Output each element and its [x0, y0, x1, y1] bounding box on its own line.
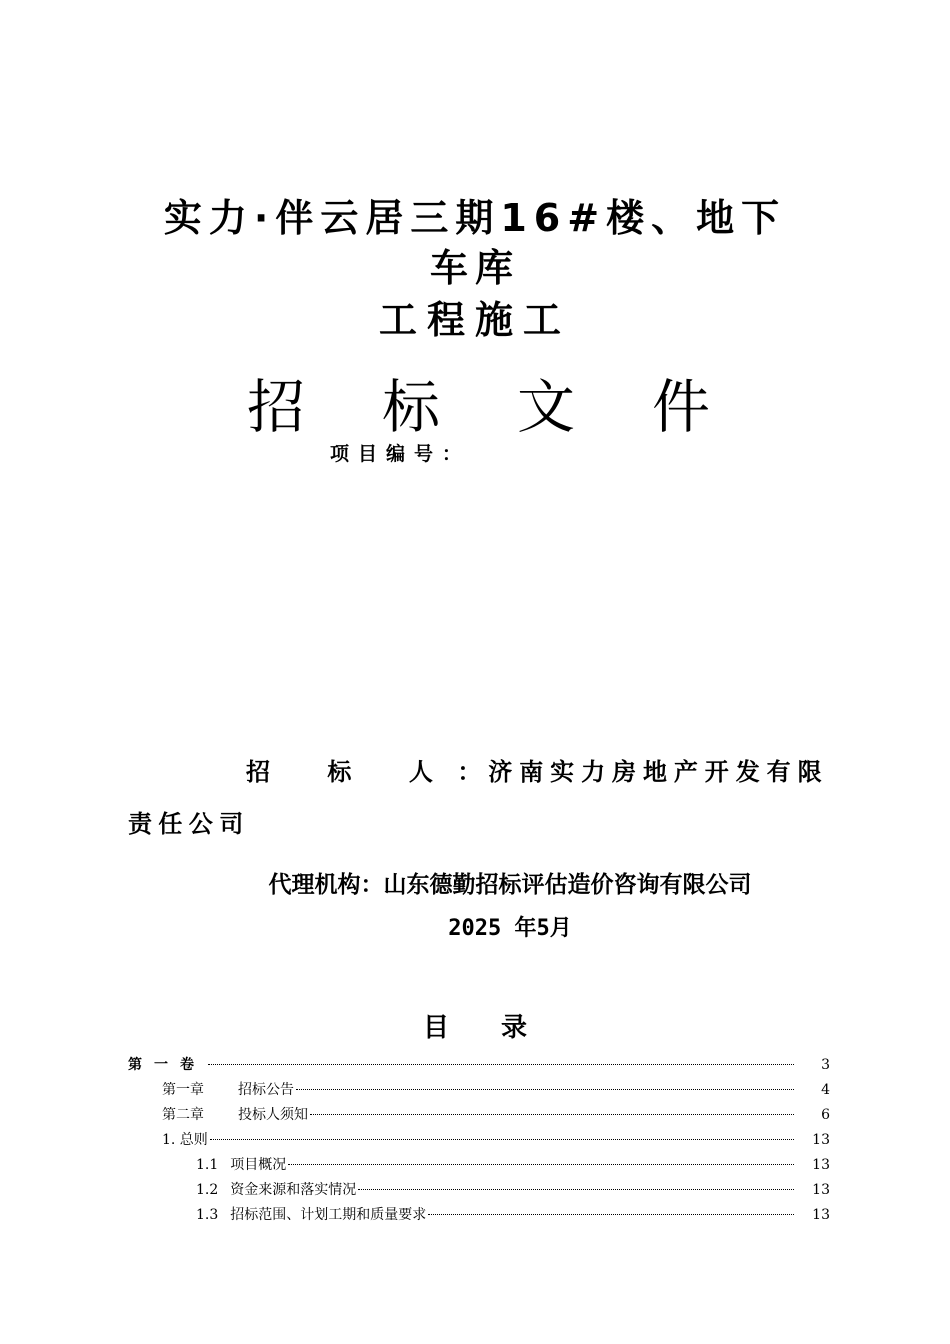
toc-entry-label: 1. 总则	[162, 1132, 208, 1148]
toc-leader	[208, 1064, 794, 1065]
tenderer-line	[128, 746, 828, 850]
toc-leader	[358, 1189, 794, 1190]
toc-leader	[296, 1089, 794, 1090]
toc-entry-page: 13	[812, 1157, 830, 1173]
toc-entry-number: 第一章	[162, 1082, 204, 1098]
toc-entry-number: 1.2	[196, 1182, 219, 1198]
tenderer-colon: ：	[457, 758, 489, 786]
cover-title-line-2: 车库	[429, 246, 520, 290]
toc-entry[interactable]	[162, 1079, 830, 1101]
agency-line	[0, 868, 950, 902]
toc-entry[interactable]	[196, 1204, 830, 1226]
toc-entry-label: 第一卷	[128, 1057, 206, 1073]
cover-title-line-1: 实力·伴云居三期16#楼、地下	[163, 196, 787, 240]
toc-leader	[210, 1139, 794, 1140]
toc-entry-page: 13	[812, 1132, 830, 1148]
toc-entry[interactable]	[196, 1154, 830, 1176]
toc-entry[interactable]	[162, 1104, 830, 1126]
toc-title: 目录	[422, 1013, 579, 1043]
toc-leader	[310, 1114, 794, 1115]
tenderer-name: 济南实力房地产开发有限责任公司	[128, 758, 828, 838]
tenderer-label: 招 标 人	[246, 758, 458, 786]
doc-type-char: 招	[247, 373, 306, 441]
toc-entry-page: 13	[812, 1207, 830, 1223]
toc-entry-number: 1.1	[196, 1157, 219, 1173]
doc-type-char: 标	[382, 373, 441, 441]
document-type-heading	[0, 372, 950, 442]
toc-entry-page: 13	[812, 1182, 830, 1198]
toc-entry-label: 项目概况	[230, 1157, 287, 1173]
toc-entry[interactable]	[162, 1129, 830, 1151]
cover-title-line-3: 工程施工	[378, 298, 571, 342]
agency-label: 代理机构：	[268, 872, 384, 898]
toc-entry-number: 第二章	[162, 1107, 204, 1123]
toc-entry-page: 3	[821, 1057, 830, 1073]
toc-entry-label: 投标人须知	[238, 1107, 308, 1123]
toc-entry-page: 6	[821, 1107, 830, 1123]
project-number-label: 项目编号：	[330, 443, 471, 465]
toc-entry-page: 4	[821, 1082, 830, 1098]
doc-type-char: 文	[517, 373, 576, 441]
toc-entry-label: 招标范围、计划工期和质量要求	[230, 1207, 427, 1223]
toc-entry-number: 1.3	[196, 1207, 219, 1223]
toc-entry[interactable]	[128, 1054, 830, 1076]
toc-leader	[288, 1164, 794, 1165]
toc-leader	[428, 1214, 794, 1215]
doc-type-char: 件	[652, 373, 711, 441]
toc-entry[interactable]	[196, 1179, 830, 1201]
issue-date: 2025 年5月	[448, 916, 572, 941]
agency-name: 山东德勤招标评估造价咨询有限公司	[383, 872, 752, 898]
toc-entry-label: 招标公告	[238, 1082, 294, 1098]
toc-entry-label: 资金来源和落实情况	[230, 1182, 357, 1198]
